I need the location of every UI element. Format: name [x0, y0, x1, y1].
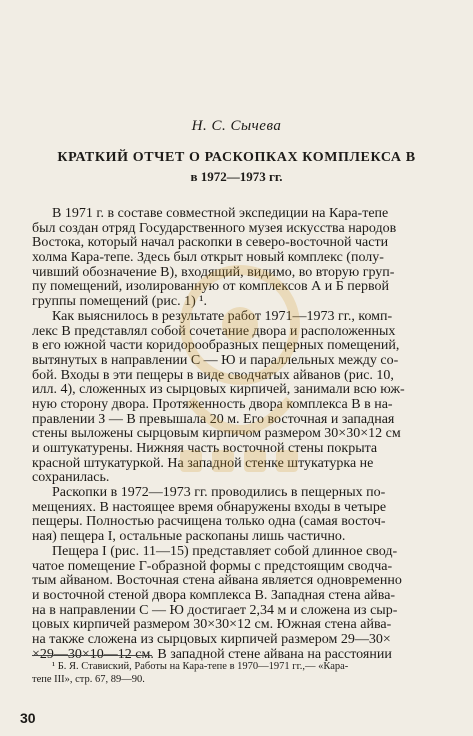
- body-line: и восточной стеной двора комплекса В. Западная стена айва-: [32, 587, 396, 603]
- body-line: тым айваном. Восточная стена айвана является одновременно: [32, 573, 402, 589]
- body-line: пу помещений, изолированную от комплексов А и Б первой: [32, 279, 390, 295]
- body-line: мещениях. В настоящее время обнаружены входы в четыре: [32, 499, 387, 515]
- body-line: Пещера I (рис. 11—15) представляет собой длинное свод-: [52, 543, 398, 559]
- body-line: ная) пещера I, остальные раскопаны лишь частично.: [32, 529, 346, 545]
- author-name: Н. С. Сычева: [191, 118, 282, 134]
- article-title: КРАТКИЙ ОТЧЕТ О РАСКОПКАХ КОМПЛЕКСА В: [57, 150, 416, 165]
- footnote-line: ¹ Б. Я. Ставиский, Работы на Кара-тепе в 1970—1971 гг.,— «Кара-: [52, 661, 349, 672]
- body-line: Раскопки в 1972—1973 гг. проводились в пещерных по-: [52, 485, 386, 501]
- body-line: лекс В представлял собой сочетание двора и расположенных: [32, 323, 396, 339]
- body-line: чивший обозначение В), входящий, видимо, во вторую груп-: [32, 264, 395, 280]
- body-line: холма Кара-тепе. Здесь был открыт новый комплекс (полу-: [32, 250, 384, 266]
- body-line: и оштукатурены. Нижняя часть восточной стены покрыта: [32, 441, 378, 456]
- page-number: 30: [20, 710, 36, 726]
- body-line: цовых кирпичей размером 30×30×12 см. Южная стена айва-: [32, 617, 392, 633]
- body-line: чатое помещение Г-образной формы с предстоящим сводча-: [32, 558, 393, 574]
- body-line: пещеры. Полностью расчищена только одна (самая восточ-: [32, 514, 386, 530]
- body-line: бой. Входы в эти пещеры в виде сводчатых айванов (рис. 10,: [32, 367, 394, 383]
- footnote-line: тепе III», стр. 67, 89—90.: [32, 674, 145, 685]
- body-line: вытянутых в направлении С — Ю и параллельных между со-: [32, 352, 399, 368]
- article-years: в 1972—1973 гг.: [190, 169, 283, 184]
- body-line: в его южной части коридорообразных пещерных помещений,: [32, 338, 400, 354]
- body-line: на в направлении С — Ю достигает 2,34 м и сложена из сыр-: [32, 602, 398, 618]
- body-line: на также сложена из сырцовых кирпичей размером 29—30×: [32, 631, 391, 647]
- body-line: стены выложены сырцовым кирпичом размером 30×30×12 см: [32, 426, 401, 442]
- body-line: группы помещений (рис. 1) ¹.: [32, 294, 207, 310]
- body-line: В 1971 г. в составе совместной экспедиции на Кара-тепе: [52, 206, 389, 221]
- body-line: сохранилась.: [32, 470, 110, 486]
- footnote-divider: [32, 655, 152, 656]
- footnote: [32, 660, 444, 686]
- body-text: [32, 207, 444, 662]
- body-line: ×29—30×10—12 см. В западной стене айвана на расстоянии: [32, 646, 392, 662]
- body-line: правлении З — В превышала 20 м. Его восточная и западная: [32, 411, 395, 427]
- body-line: ную сторону двора. Протяженность двора комплекса В в на-: [32, 396, 393, 412]
- body-line: илл. 4), сложенных из сырцовых кирпичей, занимали всю юж-: [32, 382, 405, 398]
- body-line: Как выяснилось в результате работ 1971—1973 гг., комп-: [52, 308, 393, 324]
- body-line: был создан отряд Государственного музея искусства народов: [32, 220, 397, 236]
- body-line: Востока, который начал раскопки в северо-восточной части: [32, 235, 389, 251]
- body-line: красной штукатуркой. На западной стенке штукатурка не: [32, 455, 374, 471]
